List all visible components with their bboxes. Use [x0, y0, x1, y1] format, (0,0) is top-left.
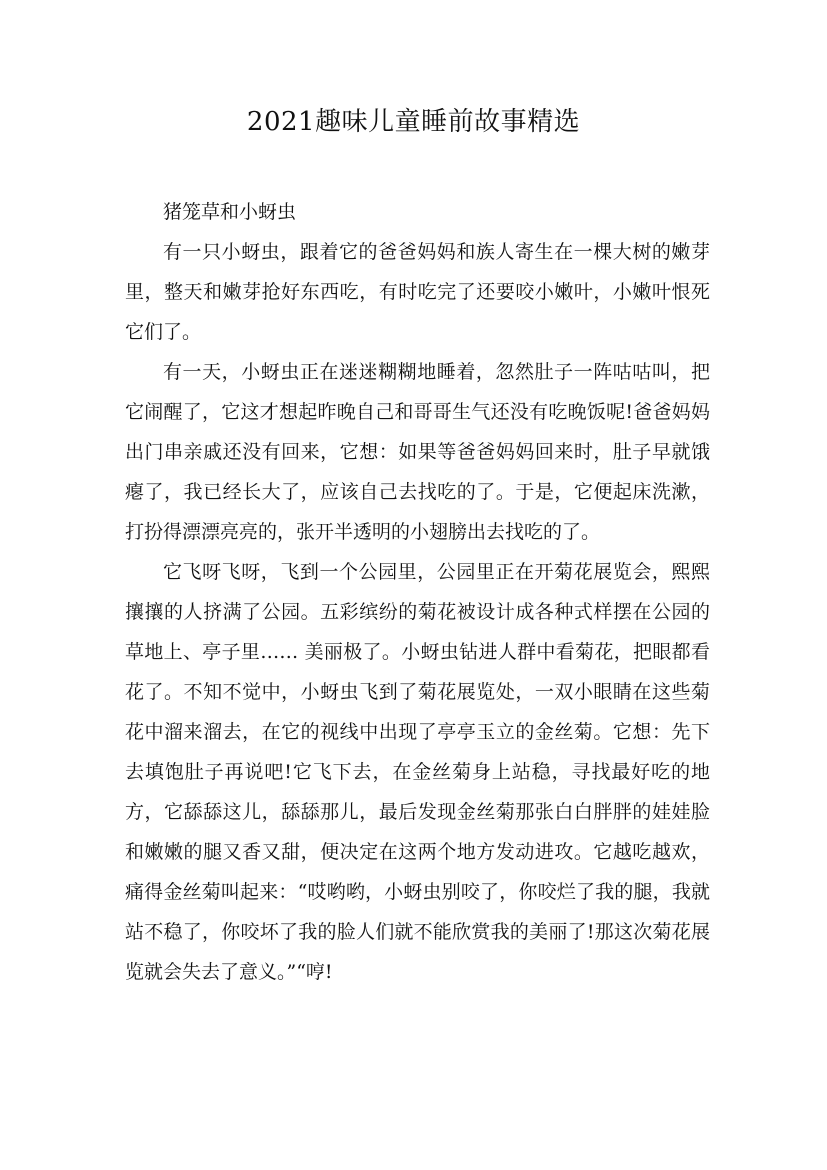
paragraph-2: 有一天，小蚜虫正在迷迷糊糊地睡着，忽然肚子一阵咕咕叫，把它闹醒了，它这才想起昨晚自己和哥哥生气还没有吃晚饭呢!爸爸妈妈出门串亲戚还没有回来，它想：如果等爸爸妈妈回来时，肚子早就饿瘪了，我已经长大了，应该自己去找吃的了。于是，它便起床洗漱，打扮得漂漂亮亮的，张开半透明的小翅膀出去找吃的了。	[125, 361, 710, 543]
paragraph-3: 它飞呀飞呀，飞到一个公园里，公园里正在开菊花展览会，熙熙攘攘的人挤满了公园。五彩缤纷的菊花被设计成各种式样摆在公园的草地上、亭子里…… 美丽极了。小蚜虫钻进人群中看菊花，把眼都看花了。不知不觉中，小蚜虫飞到了菊花展览处，一双小眼睛在这些菊花中溜来溜去，在它的视线中出现了亭亭玉立的金丝菊。它想：先下去填饱肚子再说吧!它飞下去，在金丝菊身上站稳，寻找最好吃的地方，它舔舔这儿，舔舔那儿，最后发现金丝菊那张白白胖胖的娃娃脸和嫩嫩的腿又香又甜，便决定在这两个地方发动进攻。它越吃越欢，痛得金丝菊叫起来：“哎哟哟，小蚜虫别咬了，你咬烂了我的腿，我就站不稳了，你咬坏了我的脸人们就不能欣赏我的美丽了!那这次菊花展览就会失去了意义。”“哼!	[125, 561, 710, 983]
document-title: 2021趣味儿童睡前故事精选	[246, 107, 581, 137]
story-title: 猪笼草和小蚜虫	[163, 201, 297, 223]
paragraph-1: 有一只小蚜虫，跟着它的爸爸妈妈和族人寄生在一棵大树的嫩芽里，整天和嫩芽抢好东西吃，有时吃完了还要咬小嫩叶，小嫩叶恨死它们了。	[125, 241, 710, 343]
story-body	[125, 192, 710, 992]
